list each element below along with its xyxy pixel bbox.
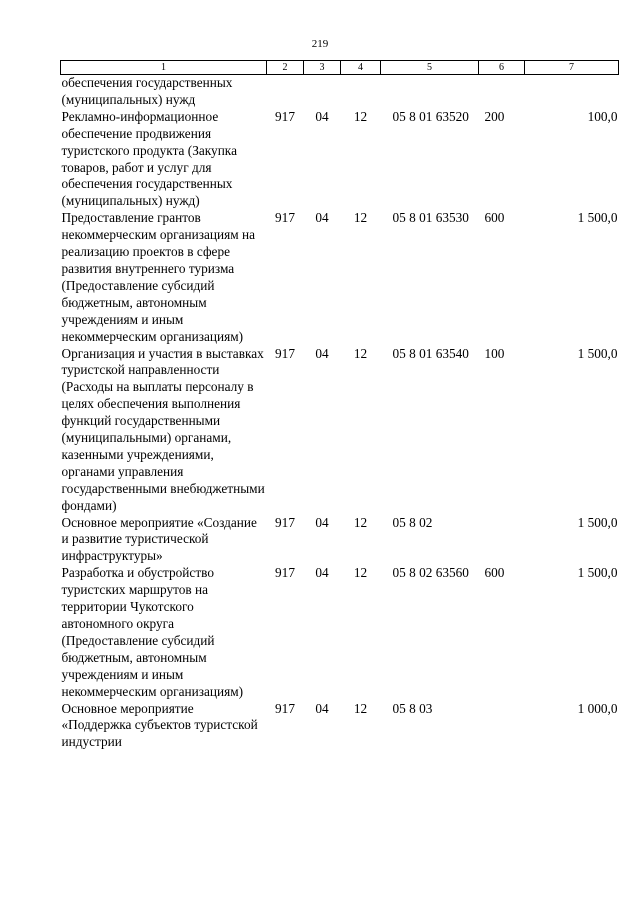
cell-expense-type: 600 <box>484 210 505 226</box>
cell-section: 04 <box>315 514 329 530</box>
cell-expense-type: 100 <box>484 345 505 361</box>
column-header-5: 5 <box>381 61 479 75</box>
cell-target-article: 05 8 02 63560 <box>392 565 469 581</box>
table-row <box>61 701 619 752</box>
column-header-7: 7 <box>525 61 619 75</box>
cell-ministry-code: 917 <box>275 700 295 716</box>
cell-section: 04 <box>315 565 329 581</box>
cell-amount: 1 500,0 <box>577 514 618 530</box>
cell-ministry-code: 917 <box>275 565 295 581</box>
row-name: обеспечения государственных (муниципальных) нужд <box>61 75 233 107</box>
cell-target-article <box>381 75 479 109</box>
row-name: Разработка и обустройство туристских маршрутов на территории Чукотского автономного округа (Предоставление субсидий бюджетным, автономным учреждениям и иным некоммерческим организациям) <box>61 565 244 699</box>
cell-target-article: 05 8 03 <box>392 700 433 716</box>
cell-subsection: 12 <box>353 565 368 581</box>
cell-ministry-code <box>267 75 304 109</box>
cell-expense-type <box>479 75 525 109</box>
cell-subsection: 12 <box>353 108 368 124</box>
page-number: 219 <box>311 38 329 50</box>
table-row <box>61 109 619 210</box>
cell-section: 04 <box>315 210 329 226</box>
table-row <box>61 565 619 700</box>
table-row <box>61 346 619 515</box>
column-header-2: 2 <box>267 61 304 75</box>
row-name: Основное мероприятие «Поддержка субъектов туристской индустрии <box>61 700 258 750</box>
cell-amount <box>525 75 619 109</box>
cell-ministry-code: 917 <box>275 514 295 530</box>
cell-subsection: 12 <box>353 345 368 361</box>
cell-section: 04 <box>315 108 329 124</box>
cell-subsection: 12 <box>353 210 368 226</box>
row-name: Организация и участия в выставках туристской направленности (Расходы на выплаты персоналу в целях обеспечения выполнения функций государственными (муниципальными) органами, казенными учреждениями, органами управления государственными внебюджетными фондами) <box>61 345 265 513</box>
column-header-3: 3 <box>304 61 341 75</box>
cell-amount: 1 500,0 <box>577 565 618 581</box>
table-body <box>61 75 619 752</box>
cell-expense-type: 200 <box>484 108 505 124</box>
cell-target-article: 05 8 01 63540 <box>392 345 469 361</box>
column-header-6: 6 <box>479 61 525 75</box>
row-name: Рекламно-информационное обеспечение продвижения туристского продукта (Закупка товаров, работ и услуг для обеспечения государственных (муниципальных) нужд) <box>61 108 237 209</box>
cell-ministry-code: 917 <box>275 108 295 124</box>
cell-expense-type <box>479 515 525 566</box>
cell-expense-type: 600 <box>484 565 505 581</box>
cell-ministry-code: 917 <box>275 210 295 226</box>
cell-amount: 1 500,0 <box>577 345 618 361</box>
column-header-4: 4 <box>341 61 381 75</box>
cell-subsection <box>341 75 381 109</box>
row-name: Предоставление грантов некоммерческим организациям на реализацию проектов в сфере развития внутреннего туризма (Предоставление субсидий бюджетным, автономным учреждениям и иным некоммерческим организациям) <box>61 210 256 344</box>
cell-expense-type <box>479 701 525 752</box>
cell-section <box>304 75 341 109</box>
table-header <box>61 61 619 75</box>
header-row <box>61 61 619 75</box>
cell-target-article: 05 8 01 63520 <box>392 108 469 124</box>
cell-subsection: 12 <box>353 700 368 716</box>
cell-ministry-code: 917 <box>275 345 295 361</box>
cell-section: 04 <box>315 700 329 716</box>
row-name: Основное мероприятие «Создание и развитие туристической инфраструктуры» <box>61 514 257 564</box>
table-row <box>61 75 619 109</box>
cell-amount: 1 000,0 <box>577 700 618 716</box>
cell-amount: 100,0 <box>587 108 618 124</box>
cell-amount: 1 500,0 <box>577 210 618 226</box>
cell-section: 04 <box>315 345 329 361</box>
table-row <box>61 515 619 566</box>
column-header-1: 1 <box>61 61 267 75</box>
budget-table <box>60 60 619 751</box>
table-row <box>61 210 619 345</box>
cell-target-article: 05 8 02 <box>392 514 433 530</box>
cell-target-article: 05 8 01 63530 <box>392 210 469 226</box>
cell-subsection: 12 <box>353 514 368 530</box>
